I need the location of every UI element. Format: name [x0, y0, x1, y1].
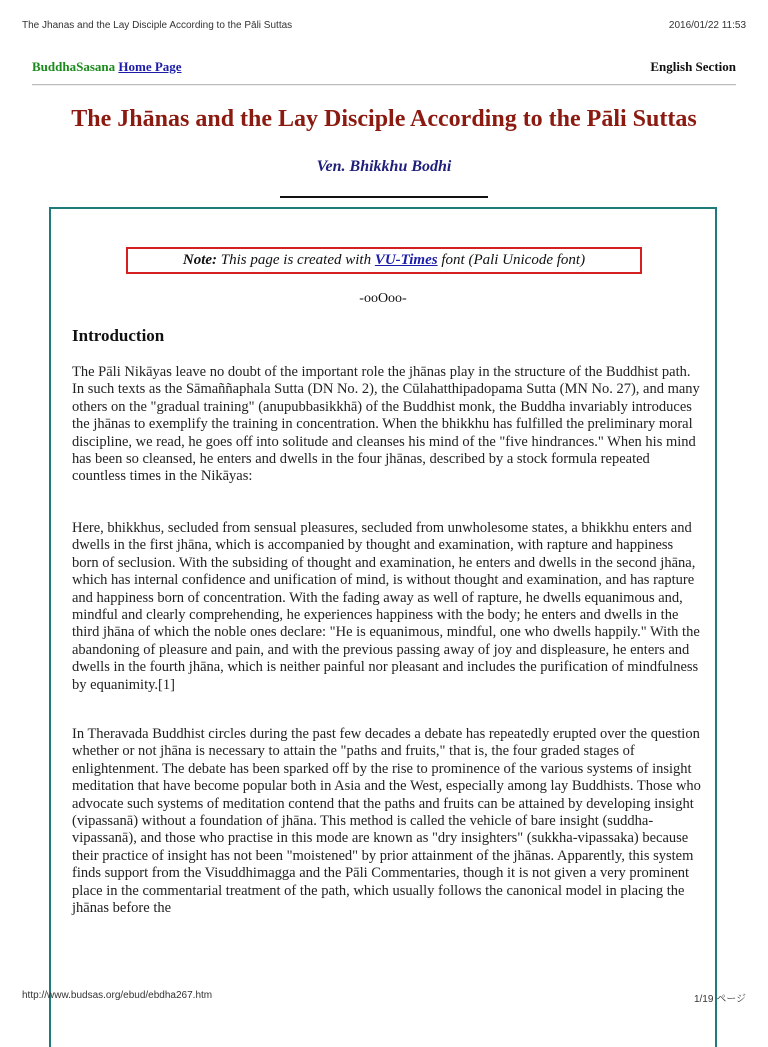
top-navigation	[32, 59, 736, 77]
page-title: The Jhānas and the Lay Disciple According to the Pāli Suttas	[71, 106, 697, 132]
print-header-title: The Jhanas and the Lay Disciple According to the Pāli Suttas	[22, 20, 293, 31]
ornament-separator: -ooOoo-	[359, 291, 407, 306]
section-heading-introduction: Introduction	[72, 326, 165, 345]
note-text-before: This page is created with	[220, 252, 372, 268]
author-divider	[280, 196, 488, 198]
font-note-box	[126, 247, 642, 274]
english-section-label: English Section	[650, 59, 736, 74]
site-brand: BuddhaSasana	[32, 59, 116, 74]
paragraph-2-jhana-formula: Here, bhikkhus, secluded from sensual pleasures, secluded from unwholesome states, a bhikkhu enters and dwells in the first jhāna, which is accompanied by thought and examination, with rapture and happiness born of seclusion. With the subsiding of thought and examination, he enters and dwells in the second jhāna, which has internal confidence and unification of mind, is without thought and examination, and has rapture and happiness born of concentration. With the fading away as well of rapture, he dwells equanimous and, mindful and clearly comprehending, he experiences happiness with the body; he enters and dwells in the third jhāna of which the noble ones declare: "He is equanimous, mindful, one who dwells happily." With the abandoning of pleasure and pain, and with the previous passing away of joy and displeasure, he enters and dwells in the fourth jhāna, which is neither painful nor pleasant and includes the purification of mindfulness by equanimity.[1]	[72, 520, 700, 693]
print-header	[22, 20, 746, 34]
note-text-after: font (Pali Unicode font)	[441, 252, 586, 268]
print-header-datetime: 2016/01/22 11:53	[668, 20, 746, 31]
home-page-link[interactable]: Home Page	[118, 59, 182, 74]
paragraph-3: In Theravada Buddhist circles during the past few decades a debate has repeatedly erupted over the question whether or not jhāna is necessary to attain the "paths and fruits," that is, the four graded stages of enlightenment. The debate has been sparked off by the rise to prominence of the various systems of insight meditation that have become popular both in Asia and the West, especially among lay Buddhists. Those who advocate such systems of meditation contend that the paths and fruits can be attained by developing insight (vipassanā) without a foundation of jhāna. This method is called the vehicle of bare insight (suddha-vipassanā), and those who practise in this mode are known as "dry insighters" (sukkha-vipassaka) because their practice of insight has not been "moistened" by prior attainment of the jhānas. Apparently, this system finds support from the Visuddhimagga and the Pāli Commentaries, though it is not given a very prominent place in the commentarial treatment of the path, which usually follows the canonical model in placing the jhānas before the	[72, 726, 701, 917]
author-name: Ven. Bhikkhu Bodhi	[316, 158, 452, 175]
paragraph-1: The Pāli Nikāyas leave no doubt of the important role the jhānas play in the structure of the Buddhist path. In such texts as the Sāmaññaphala Sutta (DN No. 2), the Cūlahatthipadopama Sutta (MN No. 27), and many others on the "gradual training" (anupubbasikkhā) of the Buddhist monk, the Buddha invariably introduces the jhānas to exemplify the training in concentration. When the bhikkhu has fulfilled the preliminary moral discipline, we read, he goes off into solitude and cleanses his mind of the "five hindrances." When his mind has been so cleansed, he enters and dwells in the four jhānas, described by a stock formula repeated countless times in the Nikāyas:	[72, 364, 700, 485]
header-divider	[32, 84, 736, 86]
print-footer	[22, 990, 746, 1004]
content-box	[49, 207, 717, 1047]
page-number: 1/19 ページ	[693, 994, 746, 1005]
note-label: Note:	[182, 252, 218, 268]
page-url: http://www.budsas.org/ebud/ebdha267.htm	[22, 990, 213, 1001]
vu-times-font-link[interactable]: VU-Times	[374, 252, 438, 268]
